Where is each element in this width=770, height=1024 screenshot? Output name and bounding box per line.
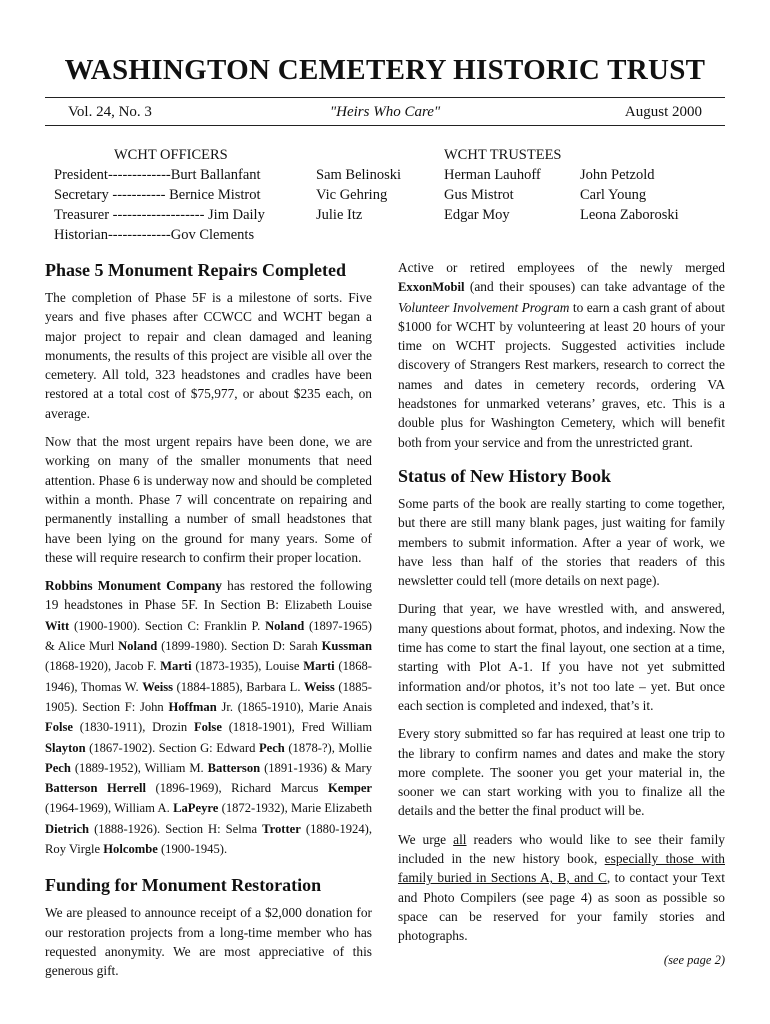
trustees-column-2 [444,145,562,225]
masthead-rule-top [45,97,725,98]
officer-treasurer: Treasurer ------------------- Jim Daily [54,207,265,223]
emphasis-especially: especially those with family buried in Sections A, B, and C [398,851,725,886]
surname: Folse [45,720,73,735]
history-book-paragraph-3: Every story submitted so far has required at least one trip to the library to confirm names and dates and make the story more complete. The sooner you get your material in, the sooner we can start working with you to finalize all the details and the better the final product will be. [398,726,725,819]
trustee-name: Julie Itz [316,207,363,223]
right-column [398,258,725,970]
officers-list [54,145,265,245]
motto: "Heirs Who Care" [329,104,441,120]
surname: Pech [258,740,285,755]
surname: Weiss [142,679,173,694]
trustee-name: Carl Young [580,187,647,203]
trustees-column-1 [316,165,401,225]
surname: Marti [303,659,335,674]
surname: Hoffman [168,699,217,714]
phase5-paragraph-2: Now that the most urgent repairs have been done, we are working on many of the smaller monuments that need attention. Phase 6 is underway now and should be completed within a month. Phase 7 will concentrate on repairing and permanently installing a number of small headstones that have been lying on the ground for many years. Some of these will require research to confirm their proper location. [45,434,372,565]
surname: Noland [118,639,158,654]
surname: Weiss [304,679,335,694]
phase5-p3-intro: has restored the following 19 headstones in Phase 5F. In Section B: [45,578,372,613]
exxon-text-mid: (and their spouses) can take advantage of the [464,279,725,295]
see-page-note: (see page 2) [663,952,725,967]
funding-heading: Funding for Monument Restoration [45,875,322,896]
trustees-heading: WCHT TRUSTEES [444,147,562,163]
trustee-name: Leona Zaboroski [580,207,679,223]
surname: Holcombe [103,842,158,857]
surname: Trotter [262,821,301,836]
volume-number: Vol. 24, No. 3 [68,104,152,120]
trustee-name: Sam Belinoski [316,167,401,183]
phase5-heading: Phase 5 Monument Repairs Completed [45,260,346,280]
trustee-name: Edgar Moy [444,207,510,223]
officer-historian: Historian-------------Gov Clements [54,227,255,243]
trustee-name: Gus Mistrot [444,187,514,203]
masthead-rule-bottom [45,125,725,126]
left-column [45,258,372,990]
surname: LaPeyre [173,801,219,816]
emphasis-all: all [453,831,467,847]
surname: Witt [45,618,70,633]
officer-secretary: Secretary ----------- Bernice Mistrot [54,187,261,203]
exxon-text-end: to earn a cash grant of about $1000 for WCHT by volunteering at least 20 hours of your time on WCHT projects. Suggested activities include discovery of Strangers Rest markers, research to correct the names and dates in cemetery records, ordering VA headstones for unmarked veterans’ graves, etc. This is a double plus for Washington Cemetery, which will benefit both from your service and from the unrestricted grant. [398,299,725,450]
robbins-company: Robbins Monument Company [45,578,222,594]
trustee-name: Vic Gehring [316,187,388,203]
surname: Noland [265,618,305,633]
exxon-paragraph [398,258,725,452]
surname: Batterson Herrell [45,781,146,796]
history-book-paragraph-1: Some parts of the book are really starting to come together, but there are still many blank pages, just waiting for family members to submit information. After a year of work, we have less than half of the stories that readers of this newsletter could tell (more details on next page). [398,495,725,589]
phase5-paragraph-3 [45,576,372,859]
p4-text-a: We urge [398,831,454,847]
issue-date: August 2000 [624,104,702,120]
exxon-text-start: Active or retired employees of the newly merged [398,260,725,275]
surname: Kussman [321,639,372,654]
surname: Batterson [207,760,261,775]
p4-text-c: , to contact your Text and Photo Compilers (see page 4) as soon as possible so space can be reserved for your family stories and photographs. [398,870,725,944]
history-book-paragraph-2: During that year, we have wrestled with, and answered, many questions about format, photos, and indexing. Now the time has come to start the final layout, one section at a time, starting with Plot A-1. If you have not yet submitted information and/or photos, it’s not too late – yet. But once each section is completed and indexed, that’s it. [398,601,725,713]
p4-text-b: readers who would like to see their family included in the new history book, [398,831,726,867]
history-book-paragraph-4 [398,830,725,946]
officers-heading: WCHT OFFICERS [114,147,228,163]
surname: Slayton [45,740,86,755]
exxonmobil-name: ExxonMobil [398,280,465,295]
trustee-name: Herman Lauhoff [444,167,541,183]
surname: Dietrich [45,821,90,836]
surname: Folse [193,720,222,735]
history-book-heading: Status of New History Book [398,465,612,486]
trustee-name: John Petzold [580,167,655,183]
issue-line [68,104,702,122]
phase5-paragraph-1: The completion of Phase 5F is a milestone of sorts. Five years and five phases after CCWCC and WCHT began a major project to repair and clean damaged and leaning monuments, the results of this project are visible all over the cemetery. All told, 323 headstones and cradles have been restored at a total cost of $75,977, or about $235 each, on average. [45,290,372,421]
surname: Pech [45,760,71,775]
newsletter-title: WASHINGTON CEMETERY HISTORIC TRUST [64,54,706,86]
trustees-column-3 [580,165,679,225]
surname: Marti [160,659,192,674]
headstone-list: Elizabeth Louise Witt (1900-1900). Section C: Franklin P. Noland (1897-1965) & Alice Murl Noland (1899-1980). Section D: Sarah Kussman (1868-1920), Jacob F. Marti (1873-1935), Louise Marti (1868-1946), Thomas W. Weiss (1884-1885), Barbara L. Weiss (1885-1905). Section F: John Hoffman Jr. (1865-1910), Marie Anais Folse (1830-1911), Drozin Folse (1818-1901), Fred William Slayton (1867-1902). Section G: Edward Pech (1878-?), Mollie Pech (1889-1952), William M. Batterson (1891-1936) & Mary Batterson Herrell (1896-1969), Richard Marcus Kemper (1964-1969), William A. LaPeyre (1872-1932), Marie Elizabeth Dietrich (1888-1926). Section H: Selma Trotter (1880-1924), Roy Virgle Holcombe (1900-1945). [45,598,373,857]
funding-paragraph: We are pleased to announce receipt of a $2,000 donation for our restoration projects from a long-time member who has requested anonymity. We are most appreciative of this generous gift. [45,905,372,979]
program-name: Volunteer Involvement Program [398,299,570,315]
surname: Kemper [327,781,372,796]
officer-president: President-------------Burt Ballanfant [54,167,261,183]
